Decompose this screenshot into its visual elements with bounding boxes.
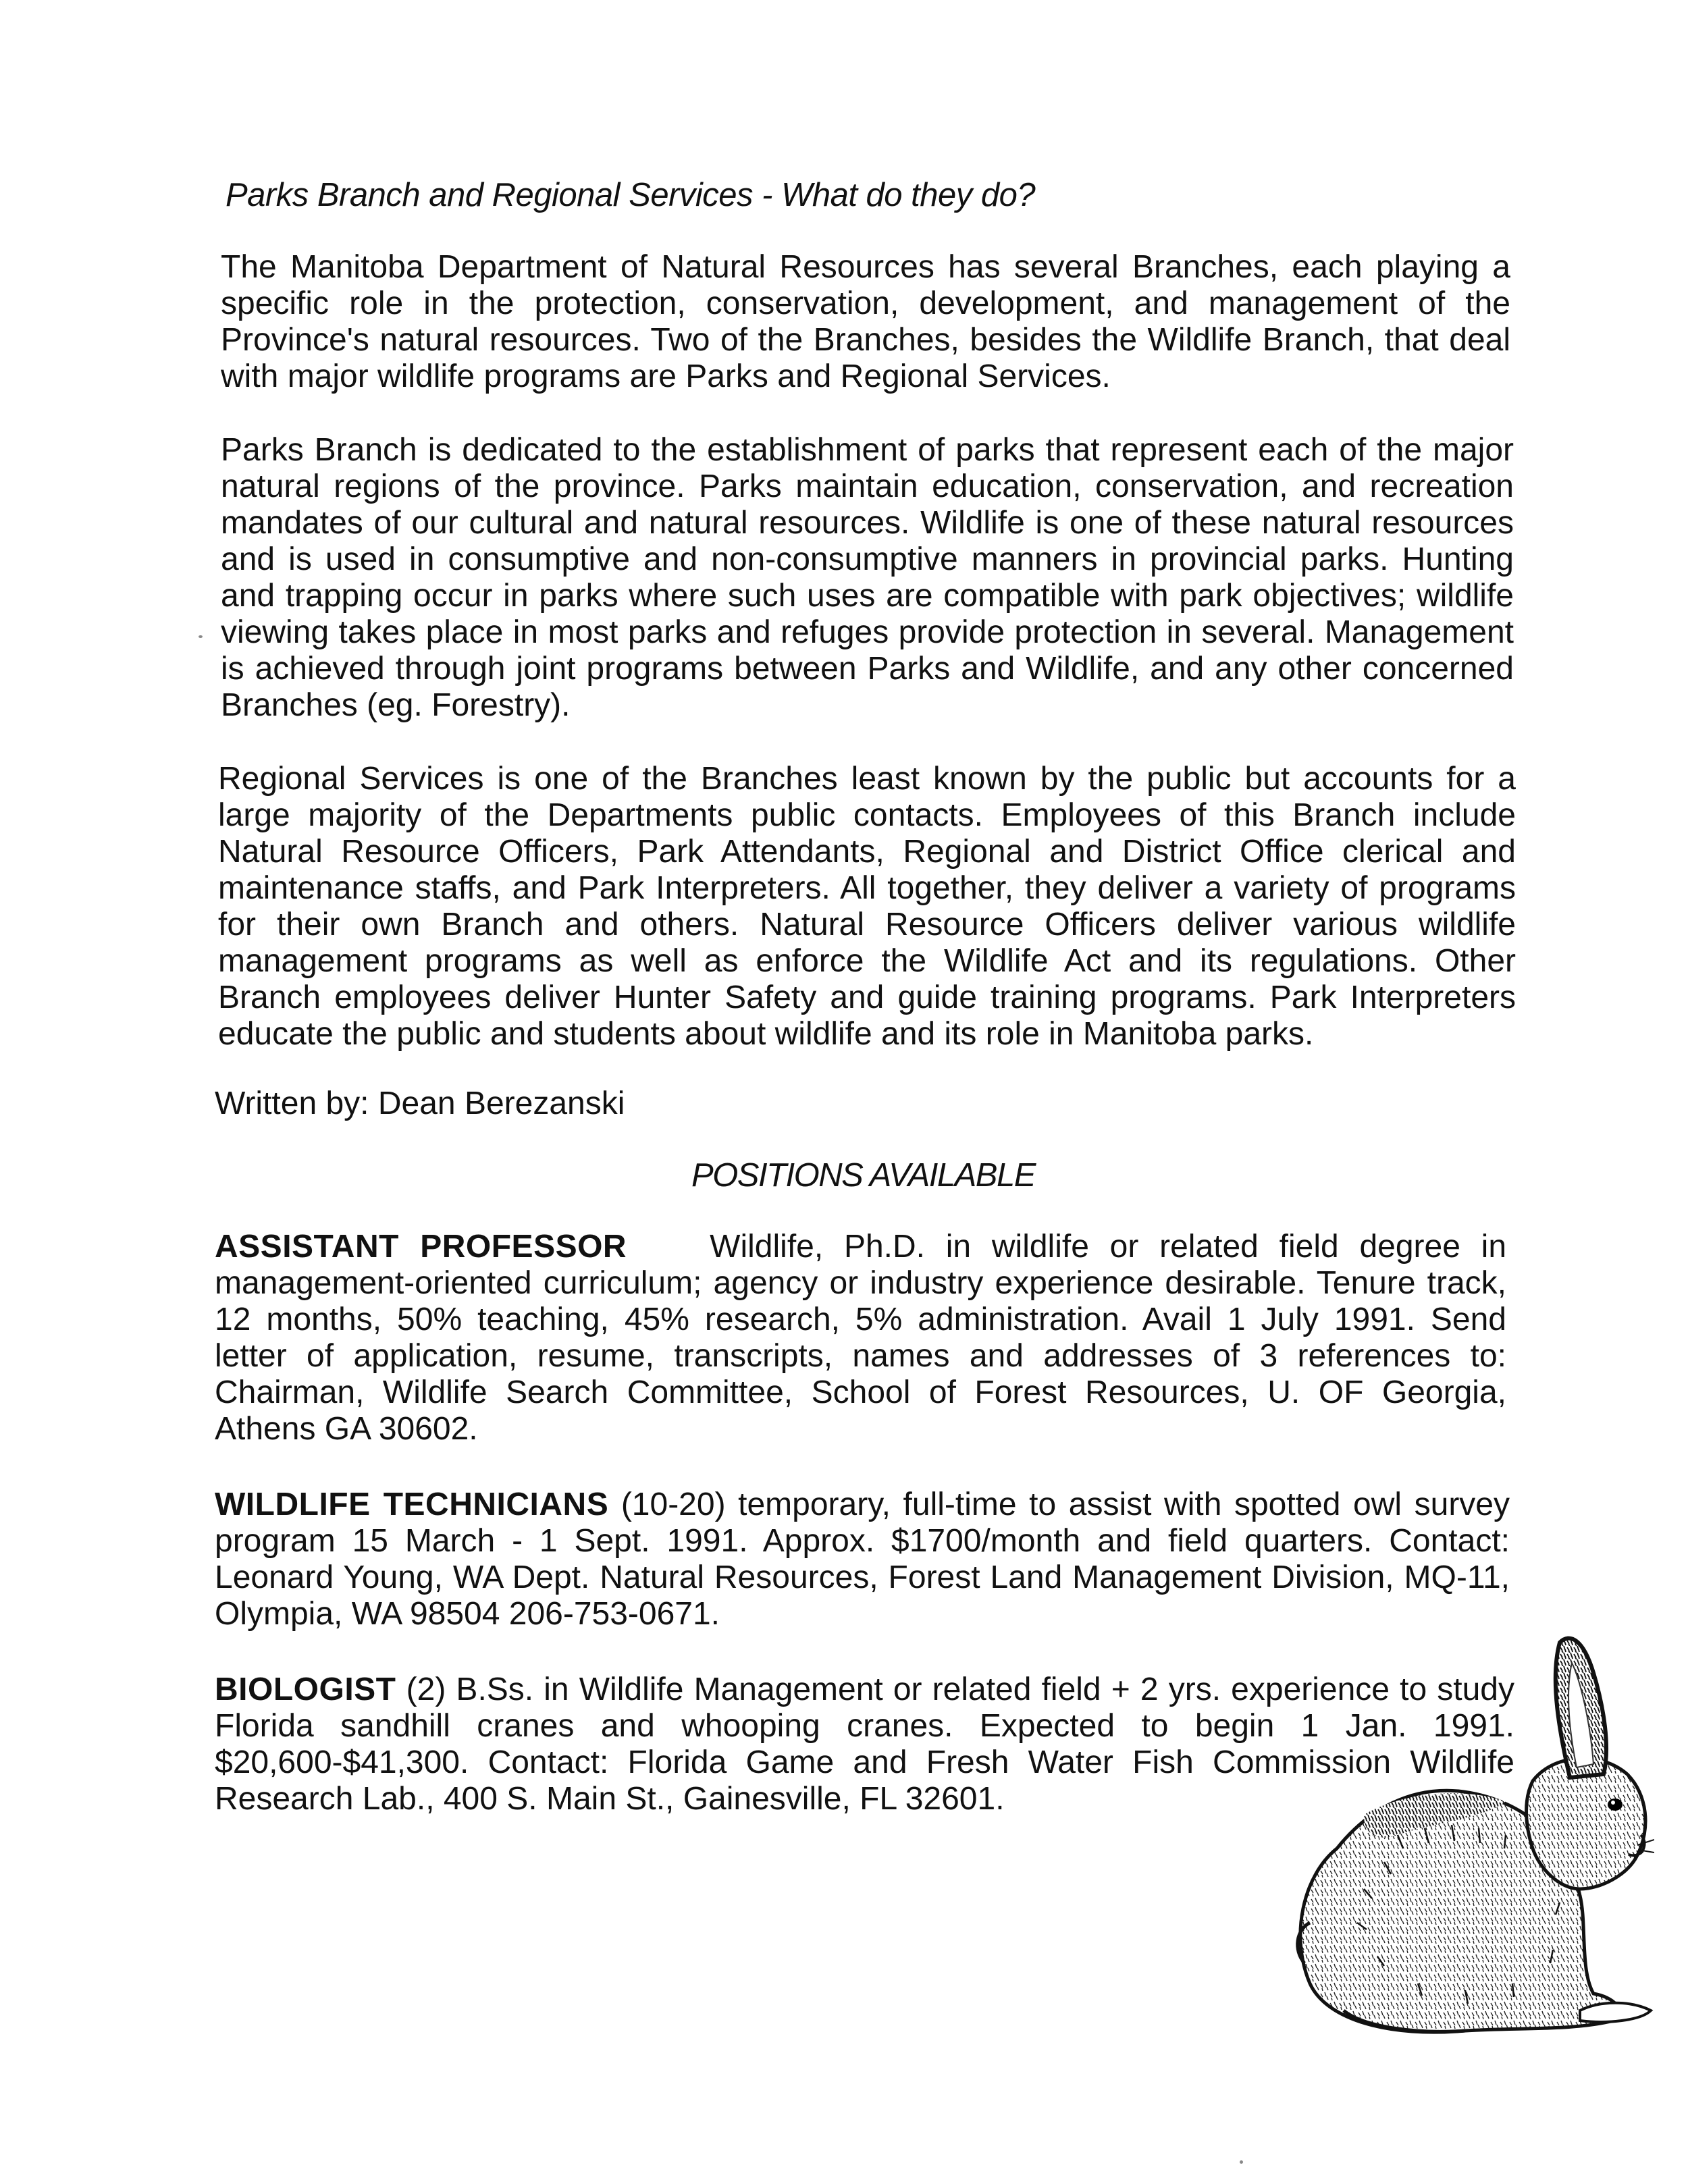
job-listing-1 bbox=[215, 1229, 1506, 1447]
job-listing-2 bbox=[215, 1487, 1510, 1632]
positions-heading: POSITIONS AVAILABLE bbox=[691, 1157, 1035, 1194]
article-paragraph-1: The Manitoba Department of Natural Resources has several Branches, each playing a specific role in the protection, conservation, development, and management of the Province's natural resources. Two of the Branches, besides the Wildlife Branch, that deal with major wildlife programs are Parks and Regional Services. bbox=[221, 249, 1510, 394]
article-paragraph-3: Regional Services is one of the Branches least known by the public but accounts for a large majority of the Departments public contacts. Employees of this Branch include Natural Resource Officers, Park Attendants, Regional and District Office clerical and maintenance staffs, and Park Interpreters. All together, they deliver a variety of programs for their own Branch and others. Natural Resource Officers deliver various wildlife management programs as well as enforce the Wildlife Act and its regulations. Other Branch employees deliver Hunter Safety and guide training programs. Park Interpreters educate the public and students about wildlife and its role in Manitoba parks. bbox=[218, 761, 1516, 1052]
job-title-3: BIOLOGIST bbox=[215, 1672, 396, 1707]
job-body-3: (2) B.Ss. in Wildlife Management or related field + 2 yrs. experience to study Florida sandhill cranes and whooping cranes. Expected to begin 1 Jan. 1991. $20,600-$41,300. Contact: Florida Game and Fresh Water Fish Commission Wildlife Research Lab., 400 S. Main St., Gainesville, FL 32601. bbox=[215, 1672, 1515, 1817]
rabbit-illustration-icon bbox=[1263, 1632, 1654, 2037]
scan-speck bbox=[199, 635, 203, 638]
scan-speck bbox=[1240, 2160, 1243, 2164]
article-body bbox=[218, 249, 1516, 1053]
article-byline: Written by: Dean Berezanski bbox=[215, 1086, 625, 1121]
job-title-2: WILDLIFE TECHNICIANS bbox=[215, 1487, 609, 1522]
job-body-2: (10-20) temporary, full-time to assist with spotted owl survey program 15 March - 1 Sept. 1991. Approx. $1700/month and field quarters. Contact: Leonard Young, WA Dept. Natural Resources, Forest Land Management Division, MQ-11, Olympia, WA 98504 206-753-0671. bbox=[215, 1487, 1510, 1632]
job-body-1: Wildlife, Ph.D. in wildlife or related field degree in management-oriented curriculum; agency or industry experience desirable. Tenure track, 12 months, 50% teaching, 45% research, 5% administration. Avail 1 July 1991. Send letter of application, resume, transcripts, names and addresses of 3 references to: Chairman, Wildlife Search Committee, School of Forest Resources, U. OF Georgia, Athens GA 30602. bbox=[215, 1229, 1507, 1447]
job-title-1: ASSISTANT PROFESSOR bbox=[215, 1229, 627, 1264]
article-heading: Parks Branch and Regional Services - What do they do? bbox=[226, 177, 1036, 213]
article-paragraph-2: Parks Branch is dedicated to the establishment of parks that represent each of the major natural regions of the province. Parks maintain education, conservation, and recreation mandates of our cultural and natural resources. Wildlife is one of these natural resources and is used in consumptive and non-consumptive manners in provincial parks. Hunting and trapping occur in parks where such uses are compatible with park objectives; wildlife viewing takes place in most parks and refuges provide protection in several. Management is achieved through joint programs between Parks and Wildlife, and any other concerned Branches (eg. Forestry). bbox=[221, 432, 1514, 723]
